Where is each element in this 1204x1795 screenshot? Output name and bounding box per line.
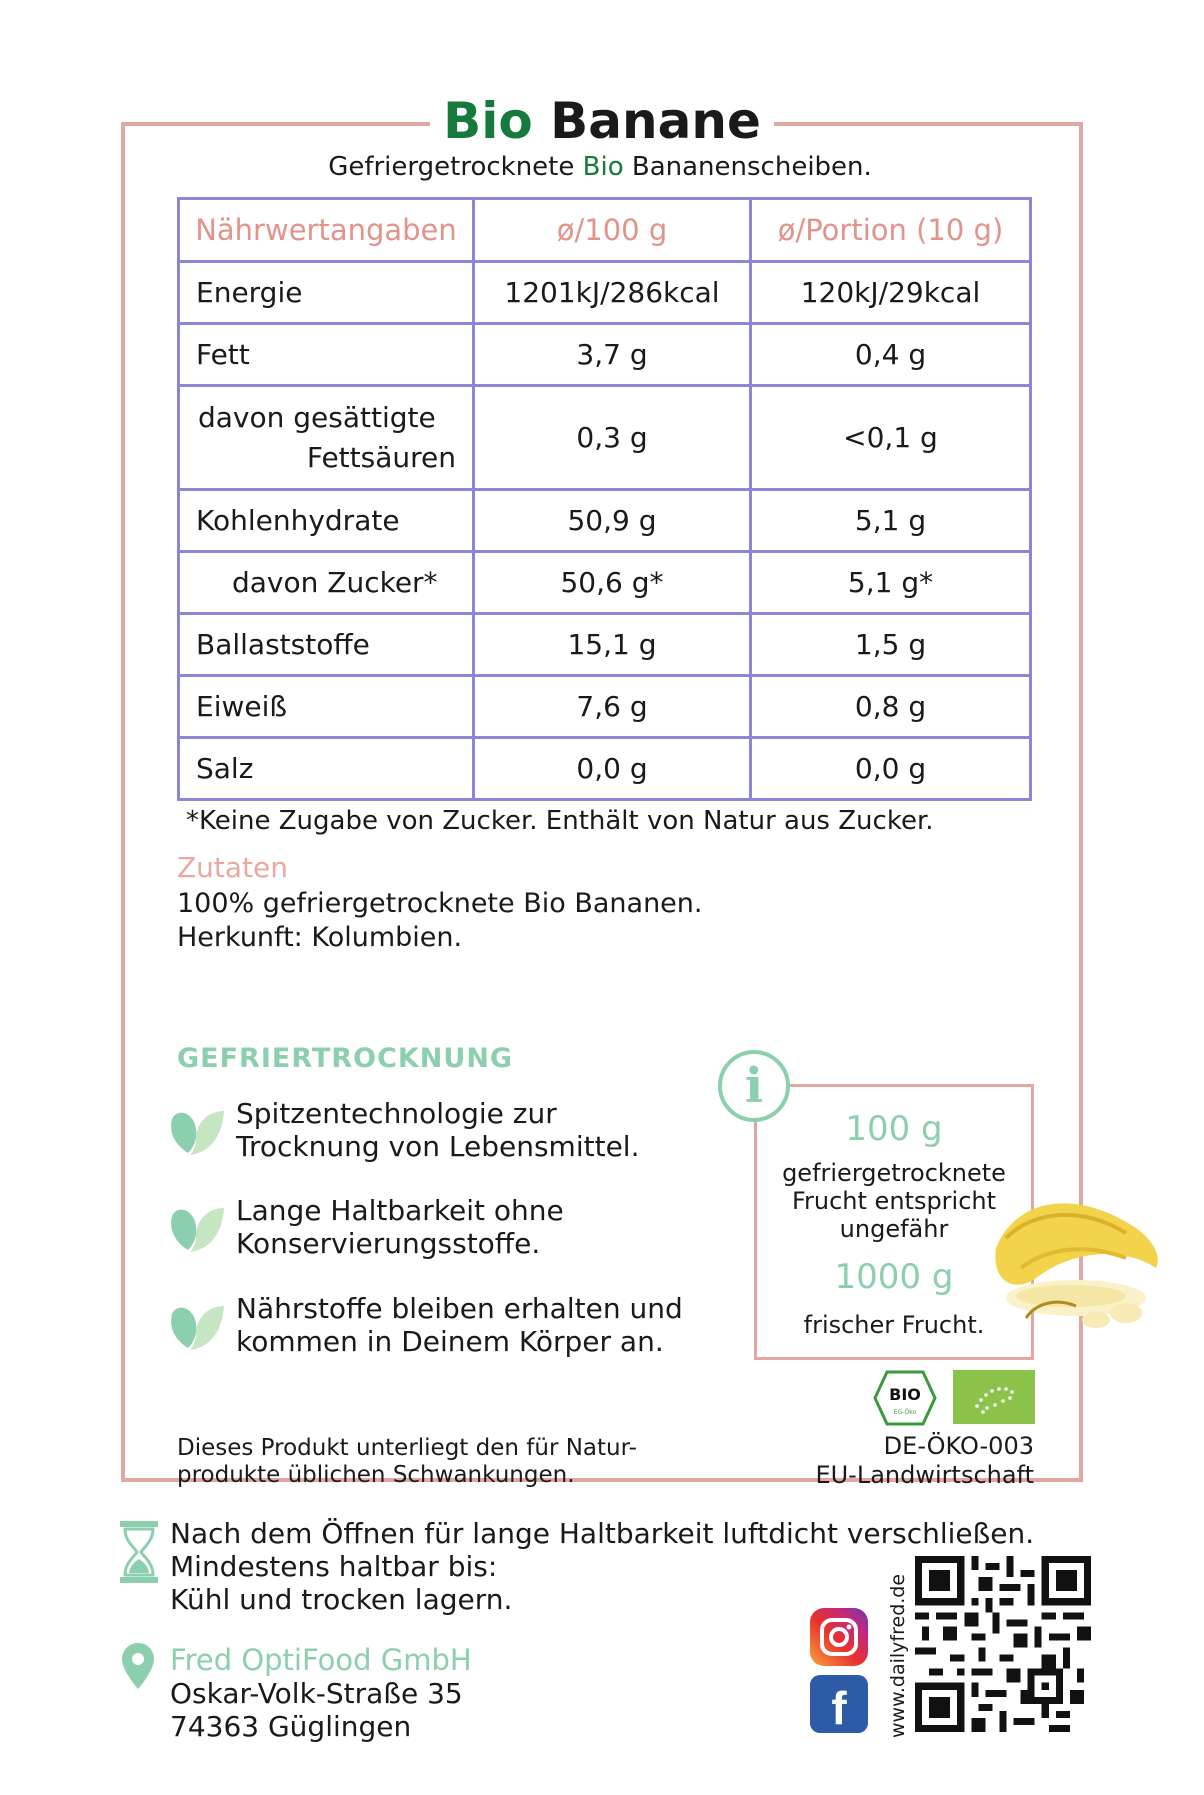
row-label-line2: Fettsäuren — [306, 440, 456, 474]
row-per100: 0,0 g — [474, 738, 751, 800]
row-portion: 0,0 g — [751, 738, 1031, 800]
row-label: Fett — [179, 324, 474, 386]
row-portion: 5,1 g* — [751, 552, 1031, 614]
table-row — [179, 676, 1031, 738]
website-url[interactable]: www.dailyfred.de — [887, 1573, 909, 1738]
header-per-portion: ø/Portion (10 g) — [751, 199, 1031, 262]
row-label: Salz — [179, 738, 474, 800]
feature-line: Trocknung von Lebensmittel. — [236, 1130, 640, 1163]
disclaimer-line: Dieses Produkt unterliegt den für Natur- — [177, 1435, 637, 1461]
fresh-amount: 1000 g — [834, 1257, 954, 1297]
ingredients-line: 100% gefriergetrocknete Bio Bananen. — [177, 888, 703, 919]
storage-line: Kühl und trocken lagern. — [170, 1583, 513, 1616]
certification-code: DE-ÖKO-003 — [883, 1432, 1034, 1460]
feature-text — [236, 1194, 564, 1260]
title-wrap — [430, 86, 774, 156]
title-bio: Bio — [443, 92, 533, 150]
table-row — [179, 738, 1031, 800]
row-portion: <0,1 g — [751, 386, 1031, 490]
freeze-drying-heading: GEFRIERTROCKNUNG — [177, 1043, 514, 1074]
row-per100: 7,6 g — [474, 676, 751, 738]
storage-line: Nach dem Öffnen für lange Haltbarkeit luftdicht verschließen. — [170, 1517, 1035, 1550]
header-nutrients: Nährwertangaben — [179, 199, 474, 262]
table-row — [179, 614, 1031, 676]
row-per100: 1201kJ/286kcal — [474, 262, 751, 324]
table-row — [179, 262, 1031, 324]
certification-origin: EU-Landwirtschaft — [815, 1461, 1034, 1489]
row-label: Eiweiß — [179, 676, 474, 738]
hourglass-icon — [120, 1521, 158, 1583]
info-text-line: Frucht entspricht — [791, 1187, 997, 1215]
subtitle-bio: Bio — [582, 152, 624, 182]
svg-text:EG-Öko: EG-Öko — [893, 1409, 917, 1416]
fresh-fruit-text: frischer Frucht. — [803, 1311, 985, 1339]
ingredients-heading: Zutaten — [177, 851, 289, 884]
row-label-line1: davon gesättigte — [198, 400, 436, 434]
feature-text — [236, 1292, 683, 1358]
page-title — [430, 86, 774, 156]
company-name: Fred OptiFood GmbH — [170, 1643, 472, 1677]
header-per-100g: ø/100 g — [474, 199, 751, 262]
leaf-icon — [168, 1294, 228, 1352]
row-per100: 0,3 g — [474, 386, 751, 490]
subtitle — [200, 150, 1000, 184]
feature-line: Konservierungsstoffe. — [236, 1227, 541, 1260]
row-per100: 50,9 g — [474, 490, 751, 552]
row-portion: 5,1 g — [751, 490, 1031, 552]
row-portion: 0,8 g — [751, 676, 1031, 738]
best-before-line: Mindestens haltbar bis: — [170, 1550, 498, 1583]
bio-seal-icon — [873, 1370, 937, 1426]
instagram-icon[interactable] — [810, 1608, 868, 1666]
leaf-icon — [168, 1196, 228, 1254]
row-label — [179, 386, 474, 490]
banana-image — [976, 1188, 1166, 1328]
origin-line: Herkunft: Kolumbien. — [177, 922, 463, 953]
leaf-icon — [168, 1099, 228, 1157]
title-product: Banane — [550, 92, 761, 150]
info-text-line: ungefähr — [839, 1215, 949, 1243]
row-label: Kohlenhydrate — [179, 490, 474, 552]
eu-organic-logo-icon — [953, 1370, 1035, 1424]
subtitle-after: Bananenscheiben. — [623, 152, 872, 182]
company-street: Oskar-Volk-Straße 35 — [170, 1677, 463, 1710]
table-header-row — [179, 199, 1031, 262]
row-label: davon Zucker* — [179, 552, 474, 614]
dried-amount: 100 g — [845, 1109, 943, 1149]
row-portion: 120kJ/29kcal — [751, 262, 1031, 324]
info-text-line: gefriergetrocknete — [782, 1159, 1006, 1187]
feature-line: Spitzentechnologie zur — [236, 1097, 557, 1130]
disclaimer-line: produkte üblichen Schwankungen. — [177, 1462, 575, 1488]
subtitle-before: Gefriergetrocknete — [328, 152, 583, 182]
feature-line: Nährstoffe bleiben erhalten und — [236, 1292, 683, 1325]
table-row — [179, 386, 1031, 490]
row-portion: 1,5 g — [751, 614, 1031, 676]
feature-line: Lange Haltbarkeit ohne — [236, 1194, 564, 1227]
sugar-footnote: *Keine Zugabe von Zucker. Enthält von Natur aus Zucker. — [186, 806, 934, 836]
table-row — [179, 552, 1031, 614]
row-per100: 15,1 g — [474, 614, 751, 676]
qr-code-icon[interactable] — [915, 1556, 1091, 1732]
feature-text — [236, 1097, 639, 1163]
location-pin-icon — [122, 1643, 154, 1689]
info-icon: i — [718, 1050, 790, 1122]
facebook-icon[interactable]: f — [810, 1675, 868, 1733]
row-label: Ballaststoffe — [179, 614, 474, 676]
nutrition-table — [177, 197, 1032, 801]
row-portion: 0,4 g — [751, 324, 1031, 386]
feature-line: kommen in Deinem Körper an. — [236, 1325, 664, 1358]
row-per100: 50,6 g* — [474, 552, 751, 614]
row-label: Energie — [179, 262, 474, 324]
company-city: 74363 Güglingen — [170, 1710, 412, 1743]
row-per100: 3,7 g — [474, 324, 751, 386]
table-row — [179, 324, 1031, 386]
svg-text:BIO: BIO — [889, 1385, 921, 1404]
table-row — [179, 490, 1031, 552]
